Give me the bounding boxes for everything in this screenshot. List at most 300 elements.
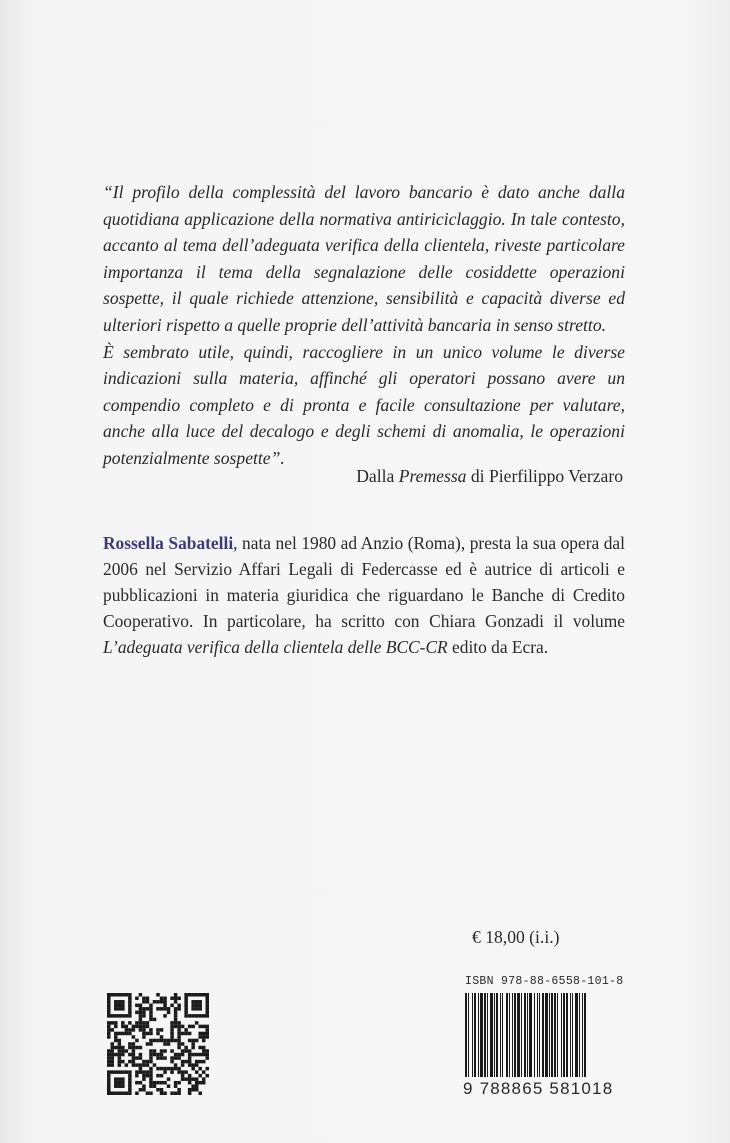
qr-module bbox=[114, 1000, 118, 1004]
qr-module bbox=[146, 1091, 150, 1095]
qr-module bbox=[195, 1004, 199, 1008]
qr-module bbox=[121, 1049, 125, 1053]
barcode-digits: 9 788865 581018 bbox=[463, 1079, 614, 1098]
qr-module bbox=[177, 1028, 181, 1032]
qr-module bbox=[170, 1035, 174, 1039]
qr-module bbox=[156, 1032, 160, 1036]
qr-module bbox=[118, 1081, 122, 1085]
qr-module bbox=[191, 1077, 195, 1081]
qr-module bbox=[174, 1021, 178, 1025]
qr-module bbox=[174, 1063, 178, 1067]
qr-module bbox=[160, 1067, 164, 1071]
qr-module bbox=[170, 1056, 174, 1060]
qr-module bbox=[188, 1053, 192, 1057]
qr-module bbox=[118, 1084, 122, 1088]
qr-module bbox=[174, 1039, 178, 1043]
qr-module bbox=[188, 1088, 192, 1092]
qr-module bbox=[149, 1056, 153, 1060]
qr-module bbox=[205, 1000, 209, 1004]
qr-module bbox=[128, 1021, 132, 1025]
qr-module bbox=[111, 1021, 115, 1025]
qr-module bbox=[149, 1028, 153, 1032]
qr-module bbox=[142, 1028, 146, 1032]
qr-module bbox=[121, 1060, 125, 1064]
barcode-bar bbox=[502, 993, 503, 1077]
qr-module bbox=[142, 1088, 146, 1092]
attribution-work: Premessa bbox=[398, 466, 467, 486]
qr-module bbox=[142, 1032, 146, 1036]
qr-module bbox=[153, 1039, 157, 1043]
barcode-bar bbox=[570, 993, 571, 1077]
qr-module bbox=[181, 1060, 185, 1064]
qr-module bbox=[135, 1021, 139, 1025]
qr-module bbox=[149, 1074, 153, 1078]
qr-module bbox=[156, 1088, 160, 1092]
qr-module bbox=[149, 1060, 153, 1064]
qr-module bbox=[188, 1060, 192, 1064]
qr-module bbox=[128, 1000, 132, 1004]
qr-module bbox=[198, 1060, 202, 1064]
qr-module bbox=[107, 1032, 111, 1036]
qr-module bbox=[128, 1032, 132, 1036]
qr-module bbox=[132, 1046, 136, 1050]
qr-code-icon bbox=[107, 993, 209, 1095]
qr-module bbox=[160, 1053, 164, 1057]
qr-module bbox=[128, 1046, 132, 1050]
qr-module bbox=[139, 1070, 143, 1074]
qr-module bbox=[181, 1063, 185, 1067]
qr-module bbox=[160, 1081, 164, 1085]
qr-module bbox=[139, 1053, 143, 1057]
qr-module bbox=[191, 1014, 195, 1018]
qr-module bbox=[111, 1046, 115, 1050]
qr-module bbox=[177, 1042, 181, 1046]
qr-module bbox=[167, 1039, 171, 1043]
qr-module bbox=[135, 1081, 139, 1085]
qr-module bbox=[184, 997, 188, 1001]
qr-module bbox=[139, 1046, 143, 1050]
qr-module bbox=[128, 1081, 132, 1085]
qr-module bbox=[184, 1070, 188, 1074]
qr-module bbox=[149, 1011, 153, 1015]
qr-module bbox=[111, 993, 115, 997]
qr-module bbox=[139, 1021, 143, 1025]
qr-module bbox=[118, 1091, 122, 1095]
qr-module bbox=[132, 1063, 136, 1067]
qr-module bbox=[202, 1081, 206, 1085]
qr-module bbox=[146, 1074, 150, 1078]
qr-module bbox=[118, 1039, 122, 1043]
qr-module bbox=[156, 1028, 160, 1032]
qr-module bbox=[191, 1007, 195, 1011]
barcode-bar bbox=[465, 993, 467, 1077]
qr-module bbox=[205, 1049, 209, 1053]
qr-module bbox=[107, 1021, 111, 1025]
qr-module bbox=[184, 1028, 188, 1032]
qr-module bbox=[153, 1084, 157, 1088]
qr-module bbox=[107, 1011, 111, 1015]
qr-module bbox=[146, 1070, 150, 1074]
qr-module bbox=[205, 1067, 209, 1071]
qr-module bbox=[107, 1007, 111, 1011]
qr-module bbox=[205, 1011, 209, 1015]
qr-module bbox=[181, 1077, 185, 1081]
qr-module bbox=[184, 1049, 188, 1053]
qr-module bbox=[205, 997, 209, 1001]
qr-module bbox=[128, 1060, 132, 1064]
qr-module bbox=[156, 993, 160, 997]
qr-module bbox=[195, 1070, 199, 1074]
barcode-bar bbox=[582, 993, 583, 1077]
qr-module bbox=[111, 1049, 115, 1053]
barcode-bar bbox=[521, 993, 522, 1077]
qr-module bbox=[174, 1067, 178, 1071]
qr-module bbox=[177, 1081, 181, 1085]
qr-module bbox=[121, 1032, 125, 1036]
qr-module bbox=[135, 1091, 139, 1095]
qr-module bbox=[107, 1081, 111, 1085]
qr-module bbox=[107, 1091, 111, 1095]
qr-module bbox=[188, 1032, 192, 1036]
qr-module bbox=[153, 1053, 157, 1057]
qr-module bbox=[153, 1049, 157, 1053]
qr-module bbox=[149, 1053, 153, 1057]
qr-module bbox=[107, 1014, 111, 1018]
qr-module bbox=[174, 1091, 178, 1095]
qr-module bbox=[163, 1070, 167, 1074]
qr-module bbox=[177, 1007, 181, 1011]
qr-module bbox=[170, 1032, 174, 1036]
qr-module bbox=[114, 1004, 118, 1008]
qr-module bbox=[125, 1028, 129, 1032]
qr-module bbox=[118, 1060, 122, 1064]
qr-module bbox=[121, 1053, 125, 1057]
qr-module bbox=[149, 1032, 153, 1036]
qr-module bbox=[177, 1032, 181, 1036]
qr-module bbox=[191, 1088, 195, 1092]
barcode-bar bbox=[524, 993, 526, 1077]
qr-module bbox=[128, 1028, 132, 1032]
qr-module bbox=[132, 1056, 136, 1060]
qr-module bbox=[146, 1021, 150, 1025]
barcode-bar bbox=[579, 993, 580, 1077]
qr-module bbox=[174, 997, 178, 1001]
qr-module bbox=[202, 1053, 206, 1057]
qr-module bbox=[177, 1035, 181, 1039]
qr-module bbox=[125, 1025, 129, 1029]
barcode-icon bbox=[465, 993, 629, 1077]
barcode-bar bbox=[514, 993, 516, 1077]
qr-module bbox=[174, 1053, 178, 1057]
qr-module bbox=[107, 1053, 111, 1057]
qr-module bbox=[135, 1063, 139, 1067]
qr-module bbox=[107, 1035, 111, 1039]
attribution-author: di Pierfilippo Verzaro bbox=[470, 466, 623, 486]
qr-module bbox=[128, 1070, 132, 1074]
qr-module bbox=[163, 1067, 167, 1071]
qr-module bbox=[142, 1063, 146, 1067]
qr-module bbox=[135, 1039, 139, 1043]
qr-module bbox=[111, 1060, 115, 1064]
qr-module bbox=[135, 997, 139, 1001]
qr-module bbox=[128, 1011, 132, 1015]
qr-module bbox=[135, 1074, 139, 1078]
qr-module bbox=[177, 1070, 181, 1074]
qr-module bbox=[121, 1084, 125, 1088]
qr-module bbox=[160, 1000, 164, 1004]
barcode-bar bbox=[561, 993, 562, 1077]
qr-module bbox=[125, 1014, 129, 1018]
qr-module bbox=[195, 1077, 199, 1081]
qr-module bbox=[111, 1091, 115, 1095]
qr-module bbox=[198, 1007, 202, 1011]
qr-module bbox=[146, 1000, 150, 1004]
qr-module bbox=[142, 1070, 146, 1074]
qr-module bbox=[107, 1088, 111, 1092]
qr-module bbox=[142, 997, 146, 1001]
qr-module bbox=[188, 1014, 192, 1018]
qr-module bbox=[163, 1049, 167, 1053]
qr-module bbox=[181, 1074, 185, 1078]
qr-module bbox=[125, 1032, 129, 1036]
barcode-bar bbox=[472, 993, 473, 1077]
qr-module bbox=[177, 1025, 181, 1029]
barcode-bar bbox=[566, 993, 568, 1077]
qr-module bbox=[170, 1049, 174, 1053]
qr-module bbox=[107, 1063, 111, 1067]
qr-module bbox=[163, 1081, 167, 1085]
bio-text: , nata nel 1980 ad Anzio (Roma), presta la sua opera dal 2006 nel Servizio Affari Legali di Federcasse ed è autrice di articoli e pubblicazioni in materia giuridica che riguardano le Banche di Credito Cooperativo. In particolare, ha scritto con Chiara Gonzadi il volume bbox=[103, 533, 625, 631]
qr-module bbox=[160, 997, 164, 1001]
qr-module bbox=[188, 1091, 192, 1095]
barcode-bar bbox=[500, 993, 501, 1077]
qr-module bbox=[174, 1081, 178, 1085]
qr-module bbox=[174, 1025, 178, 1029]
qr-module bbox=[205, 1074, 209, 1078]
qr-module bbox=[118, 1053, 122, 1057]
barcode-bar bbox=[480, 993, 483, 1077]
qr-module bbox=[163, 1004, 167, 1008]
qr-module bbox=[174, 1007, 178, 1011]
qr-module bbox=[121, 1014, 125, 1018]
qr-module bbox=[188, 1063, 192, 1067]
qr-module bbox=[139, 1063, 143, 1067]
qr-module bbox=[174, 1014, 178, 1018]
qr-module bbox=[177, 997, 181, 1001]
author-bio bbox=[103, 530, 625, 660]
qr-module bbox=[149, 1091, 153, 1095]
qr-module bbox=[167, 1042, 171, 1046]
qr-module bbox=[205, 1032, 209, 1036]
qr-module bbox=[170, 1060, 174, 1064]
qr-module bbox=[170, 1028, 174, 1032]
qr-module bbox=[107, 1060, 111, 1064]
qr-module bbox=[177, 1091, 181, 1095]
qr-module bbox=[184, 1032, 188, 1036]
qr-module bbox=[163, 1007, 167, 1011]
qr-module bbox=[118, 1007, 122, 1011]
barcode-bar bbox=[545, 993, 548, 1077]
qr-module bbox=[184, 993, 188, 997]
qr-module bbox=[195, 1007, 199, 1011]
qr-module bbox=[142, 1060, 146, 1064]
qr-module bbox=[170, 997, 174, 1001]
barcode-bar bbox=[537, 993, 538, 1077]
qr-module bbox=[142, 1014, 146, 1018]
qr-module bbox=[128, 1042, 132, 1046]
qr-module bbox=[177, 1039, 181, 1043]
qr-module bbox=[107, 1084, 111, 1088]
qr-module bbox=[163, 1091, 167, 1095]
barcode-bar bbox=[542, 993, 544, 1077]
qr-module bbox=[114, 1032, 118, 1036]
qr-module bbox=[114, 1014, 118, 1018]
qr-module bbox=[188, 993, 192, 997]
qr-module bbox=[160, 1056, 164, 1060]
qr-module bbox=[184, 1060, 188, 1064]
qr-module bbox=[174, 993, 178, 997]
qr-module bbox=[202, 1070, 206, 1074]
qr-module bbox=[142, 1021, 146, 1025]
qr-module bbox=[198, 1025, 202, 1029]
qr-module bbox=[195, 1021, 199, 1025]
qr-module bbox=[149, 1007, 153, 1011]
author-name: Rossella Sabatelli bbox=[103, 533, 234, 553]
qr-module bbox=[156, 1053, 160, 1057]
qr-module bbox=[118, 1056, 122, 1060]
qr-module bbox=[107, 1028, 111, 1032]
qr-module bbox=[198, 993, 202, 997]
qr-module bbox=[163, 1039, 167, 1043]
qr-module bbox=[132, 1025, 136, 1029]
qr-module bbox=[114, 1025, 118, 1029]
qr-module bbox=[160, 1049, 164, 1053]
qr-module bbox=[188, 1025, 192, 1029]
barcode-bar bbox=[490, 993, 493, 1077]
qr-module bbox=[167, 1084, 171, 1088]
qr-module bbox=[184, 1007, 188, 1011]
qr-module bbox=[163, 1014, 167, 1018]
qr-module bbox=[160, 1028, 164, 1032]
qr-module bbox=[114, 1084, 118, 1088]
qr-module bbox=[128, 1074, 132, 1078]
qr-module bbox=[156, 1039, 160, 1043]
qr-module bbox=[146, 1007, 150, 1011]
barcode-bar bbox=[529, 993, 532, 1077]
qr-module bbox=[135, 1004, 139, 1008]
qr-module bbox=[107, 1049, 111, 1053]
qr-module bbox=[139, 1011, 143, 1015]
qr-module bbox=[146, 1060, 150, 1064]
qr-module bbox=[118, 1004, 122, 1008]
qr-module bbox=[125, 1049, 129, 1053]
barcode-bar bbox=[509, 993, 510, 1077]
qr-module bbox=[195, 1000, 199, 1004]
qr-module bbox=[135, 1070, 139, 1074]
qr-module bbox=[107, 1025, 111, 1029]
qr-module bbox=[135, 1056, 139, 1060]
qr-module bbox=[205, 1007, 209, 1011]
qr-module bbox=[135, 1011, 139, 1015]
qr-module bbox=[195, 1014, 199, 1018]
qr-module bbox=[202, 1035, 206, 1039]
qr-module bbox=[191, 1039, 195, 1043]
qr-module bbox=[114, 1077, 118, 1081]
qr-module bbox=[142, 1035, 146, 1039]
qr-module bbox=[114, 1035, 118, 1039]
qr-module bbox=[128, 993, 132, 997]
qr-module bbox=[160, 1007, 164, 1011]
qr-module bbox=[163, 1056, 167, 1060]
qr-module bbox=[118, 1032, 122, 1036]
barcode-bar bbox=[474, 993, 476, 1077]
qr-module bbox=[198, 1014, 202, 1018]
qr-module bbox=[142, 1011, 146, 1015]
qr-module bbox=[149, 1067, 153, 1071]
qr-module bbox=[149, 1070, 153, 1074]
qr-module bbox=[142, 1000, 146, 1004]
barcode-bar bbox=[468, 993, 469, 1077]
qr-module bbox=[156, 1056, 160, 1060]
qr-module bbox=[153, 1081, 157, 1085]
qr-module bbox=[118, 1049, 122, 1053]
barcode-bar bbox=[527, 993, 528, 1077]
qr-module bbox=[205, 993, 209, 997]
qr-module bbox=[160, 1088, 164, 1092]
qr-module bbox=[195, 993, 199, 997]
qr-module bbox=[149, 1018, 153, 1022]
qr-module bbox=[139, 1025, 143, 1029]
qr-module bbox=[198, 1081, 202, 1085]
qr-module bbox=[132, 1035, 136, 1039]
qr-module bbox=[139, 993, 143, 997]
barcode-bar bbox=[487, 993, 488, 1077]
qr-module bbox=[205, 1004, 209, 1008]
qr-module bbox=[142, 1007, 146, 1011]
qr-module bbox=[114, 1021, 118, 1025]
qr-module bbox=[198, 1032, 202, 1036]
qr-module bbox=[142, 1084, 146, 1088]
qr-module bbox=[163, 1000, 167, 1004]
blurb-quote bbox=[103, 179, 625, 472]
qr-module bbox=[191, 1046, 195, 1050]
qr-module bbox=[170, 1021, 174, 1025]
qr-module bbox=[118, 1077, 122, 1081]
qr-module bbox=[177, 1088, 181, 1092]
qr-module bbox=[149, 1081, 153, 1085]
qr-module bbox=[181, 1042, 185, 1046]
qr-module bbox=[107, 1056, 111, 1060]
barcode-bar bbox=[496, 993, 498, 1077]
qr-module bbox=[153, 1063, 157, 1067]
barcode-bar bbox=[575, 993, 578, 1077]
qr-module bbox=[111, 1070, 115, 1074]
qr-module bbox=[170, 1070, 174, 1074]
qr-module bbox=[167, 1067, 171, 1071]
qr-module bbox=[170, 1025, 174, 1029]
qr-module bbox=[198, 1091, 202, 1095]
qr-module bbox=[195, 1060, 199, 1064]
qr-module bbox=[139, 1014, 143, 1018]
qr-module bbox=[114, 1081, 118, 1085]
qr-module bbox=[160, 1039, 164, 1043]
qr-module bbox=[205, 1056, 209, 1060]
qr-module bbox=[149, 1014, 153, 1018]
qr-module bbox=[107, 1004, 111, 1008]
qr-module bbox=[202, 993, 206, 997]
barcode-bar bbox=[584, 993, 586, 1077]
qr-module bbox=[142, 1077, 146, 1081]
